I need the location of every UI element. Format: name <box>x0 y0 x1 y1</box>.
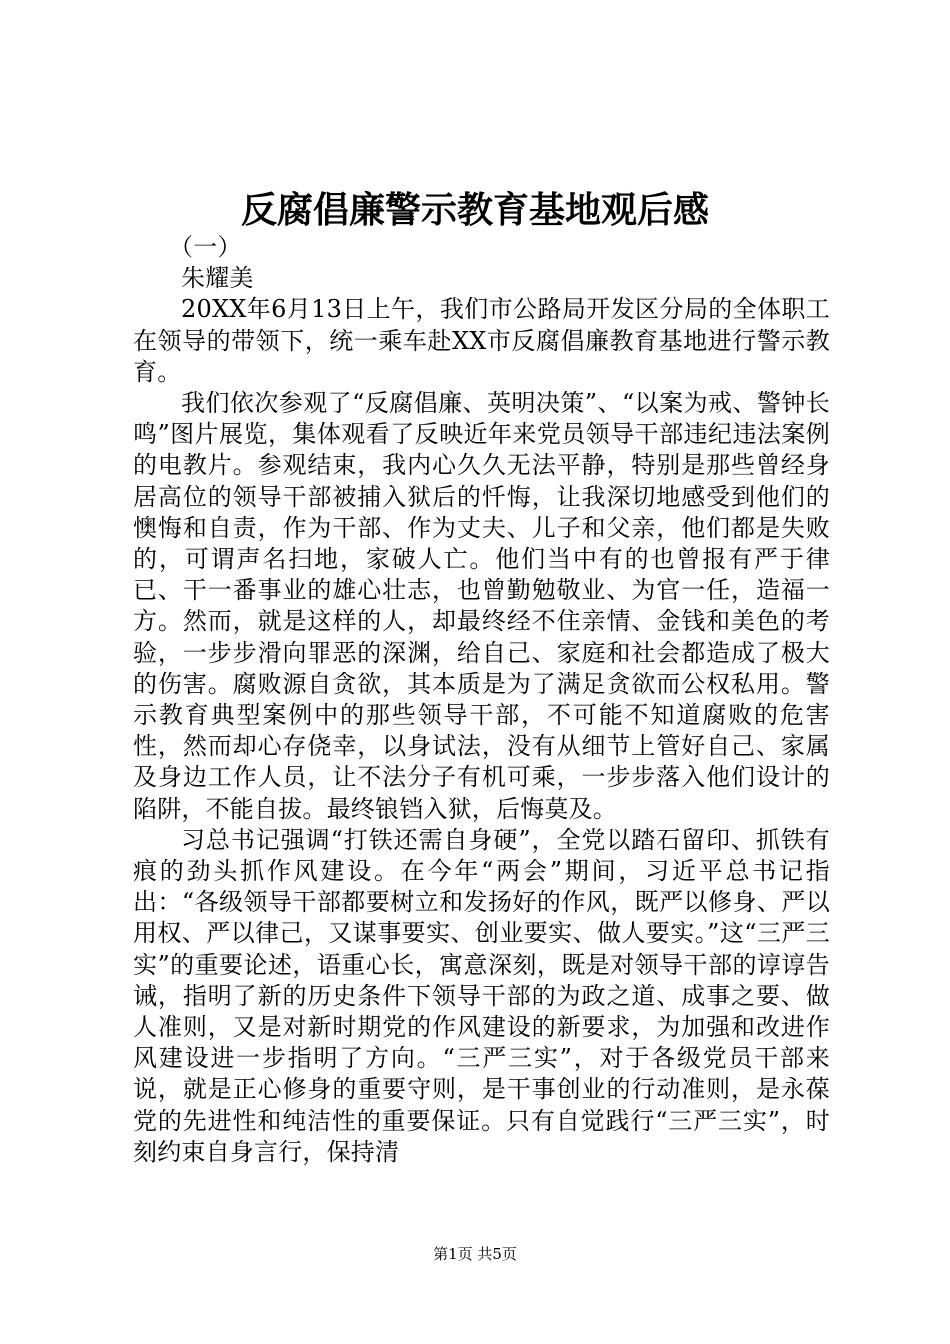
document-subtitle: （一） <box>169 233 242 261</box>
paragraph-3: 习总书记强调“打铁还需自身硬”，全党以踏石留印、抓铁有痕的劲头抓作风建设。在今年“两会”期间，习近平总书记指出：“各级领导干部都要树立和发扬好的作风，既严以修身、严以用权、严以律己，又谋事要实、创业要实、做人要实。”这“三严三实”的重要论述，语重心长，寓意深刻，既是对领导干部的谆谆告诫，指明了新的历史条件下领导干部的为政之道、成事之要、做人准则，又是对新时期党的作风建设的新要求，为加强和改进作风建设进一步指明了方向。“三严三实”，对于各级党员干部来说，就是正心修身的重要守则，是干事创业的行动准则，是永葆党的先进性和纯洁性的重要保证。只有自觉践行“三严三实”，时刻约束自身言行，保持清 <box>133 825 830 1166</box>
author-name: 朱耀美 <box>181 264 254 293</box>
document-body <box>133 232 830 1168</box>
document-title: 反腐倡廉警示教育基地观后感 <box>240 189 709 231</box>
page-number-footer: 第1页 共5页 <box>433 1245 517 1263</box>
paragraph-2: 我们依次参观了“反腐倡廉、英明决策”、“以案为戒、警钟长鸣”图片展览，集体观看了反映近年来党员领导干部违纪违法案例的电教片。参观结束，我内心久久无法平静，特别是那些曾经身居高位的领导干部被捕入狱后的忏悔，让我深切地感受到他们的懊悔和自责，作为干部、作为丈夫、儿子和父亲，他们都是失败的，可谓声名扫地，家破人亡。他们当中有的也曾报有严于律已、干一番事业的雄心壮志，也曾勤勉敬业、为官一任，造福一方。然而，就是这样的人，却最终经不住亲情、金钱和美色的考验，一步步滑向罪恶的深渊，给自己、家庭和社会都造成了极大的伤害。腐败源自贪欲，其本质是为了满足贪欲而公权私用。警示教育典型案例中的那些领导干部，不可能不知道腐败的危害性，然而却心存侥幸，以身试法，没有从细节上管好自己、家属及身边工作人员，让不法分子有机可乘，一步步落入他们设计的陷阱，不能自拔。最终锒铛入狱，后悔莫及。 <box>133 389 830 823</box>
paragraph-1: 20XX年6月13日上午，我们市公路局开发区分局的全体职工在领导的带领下，统一乘车赴XX市反腐倡廉教育基地进行警示教育。 <box>133 295 830 386</box>
